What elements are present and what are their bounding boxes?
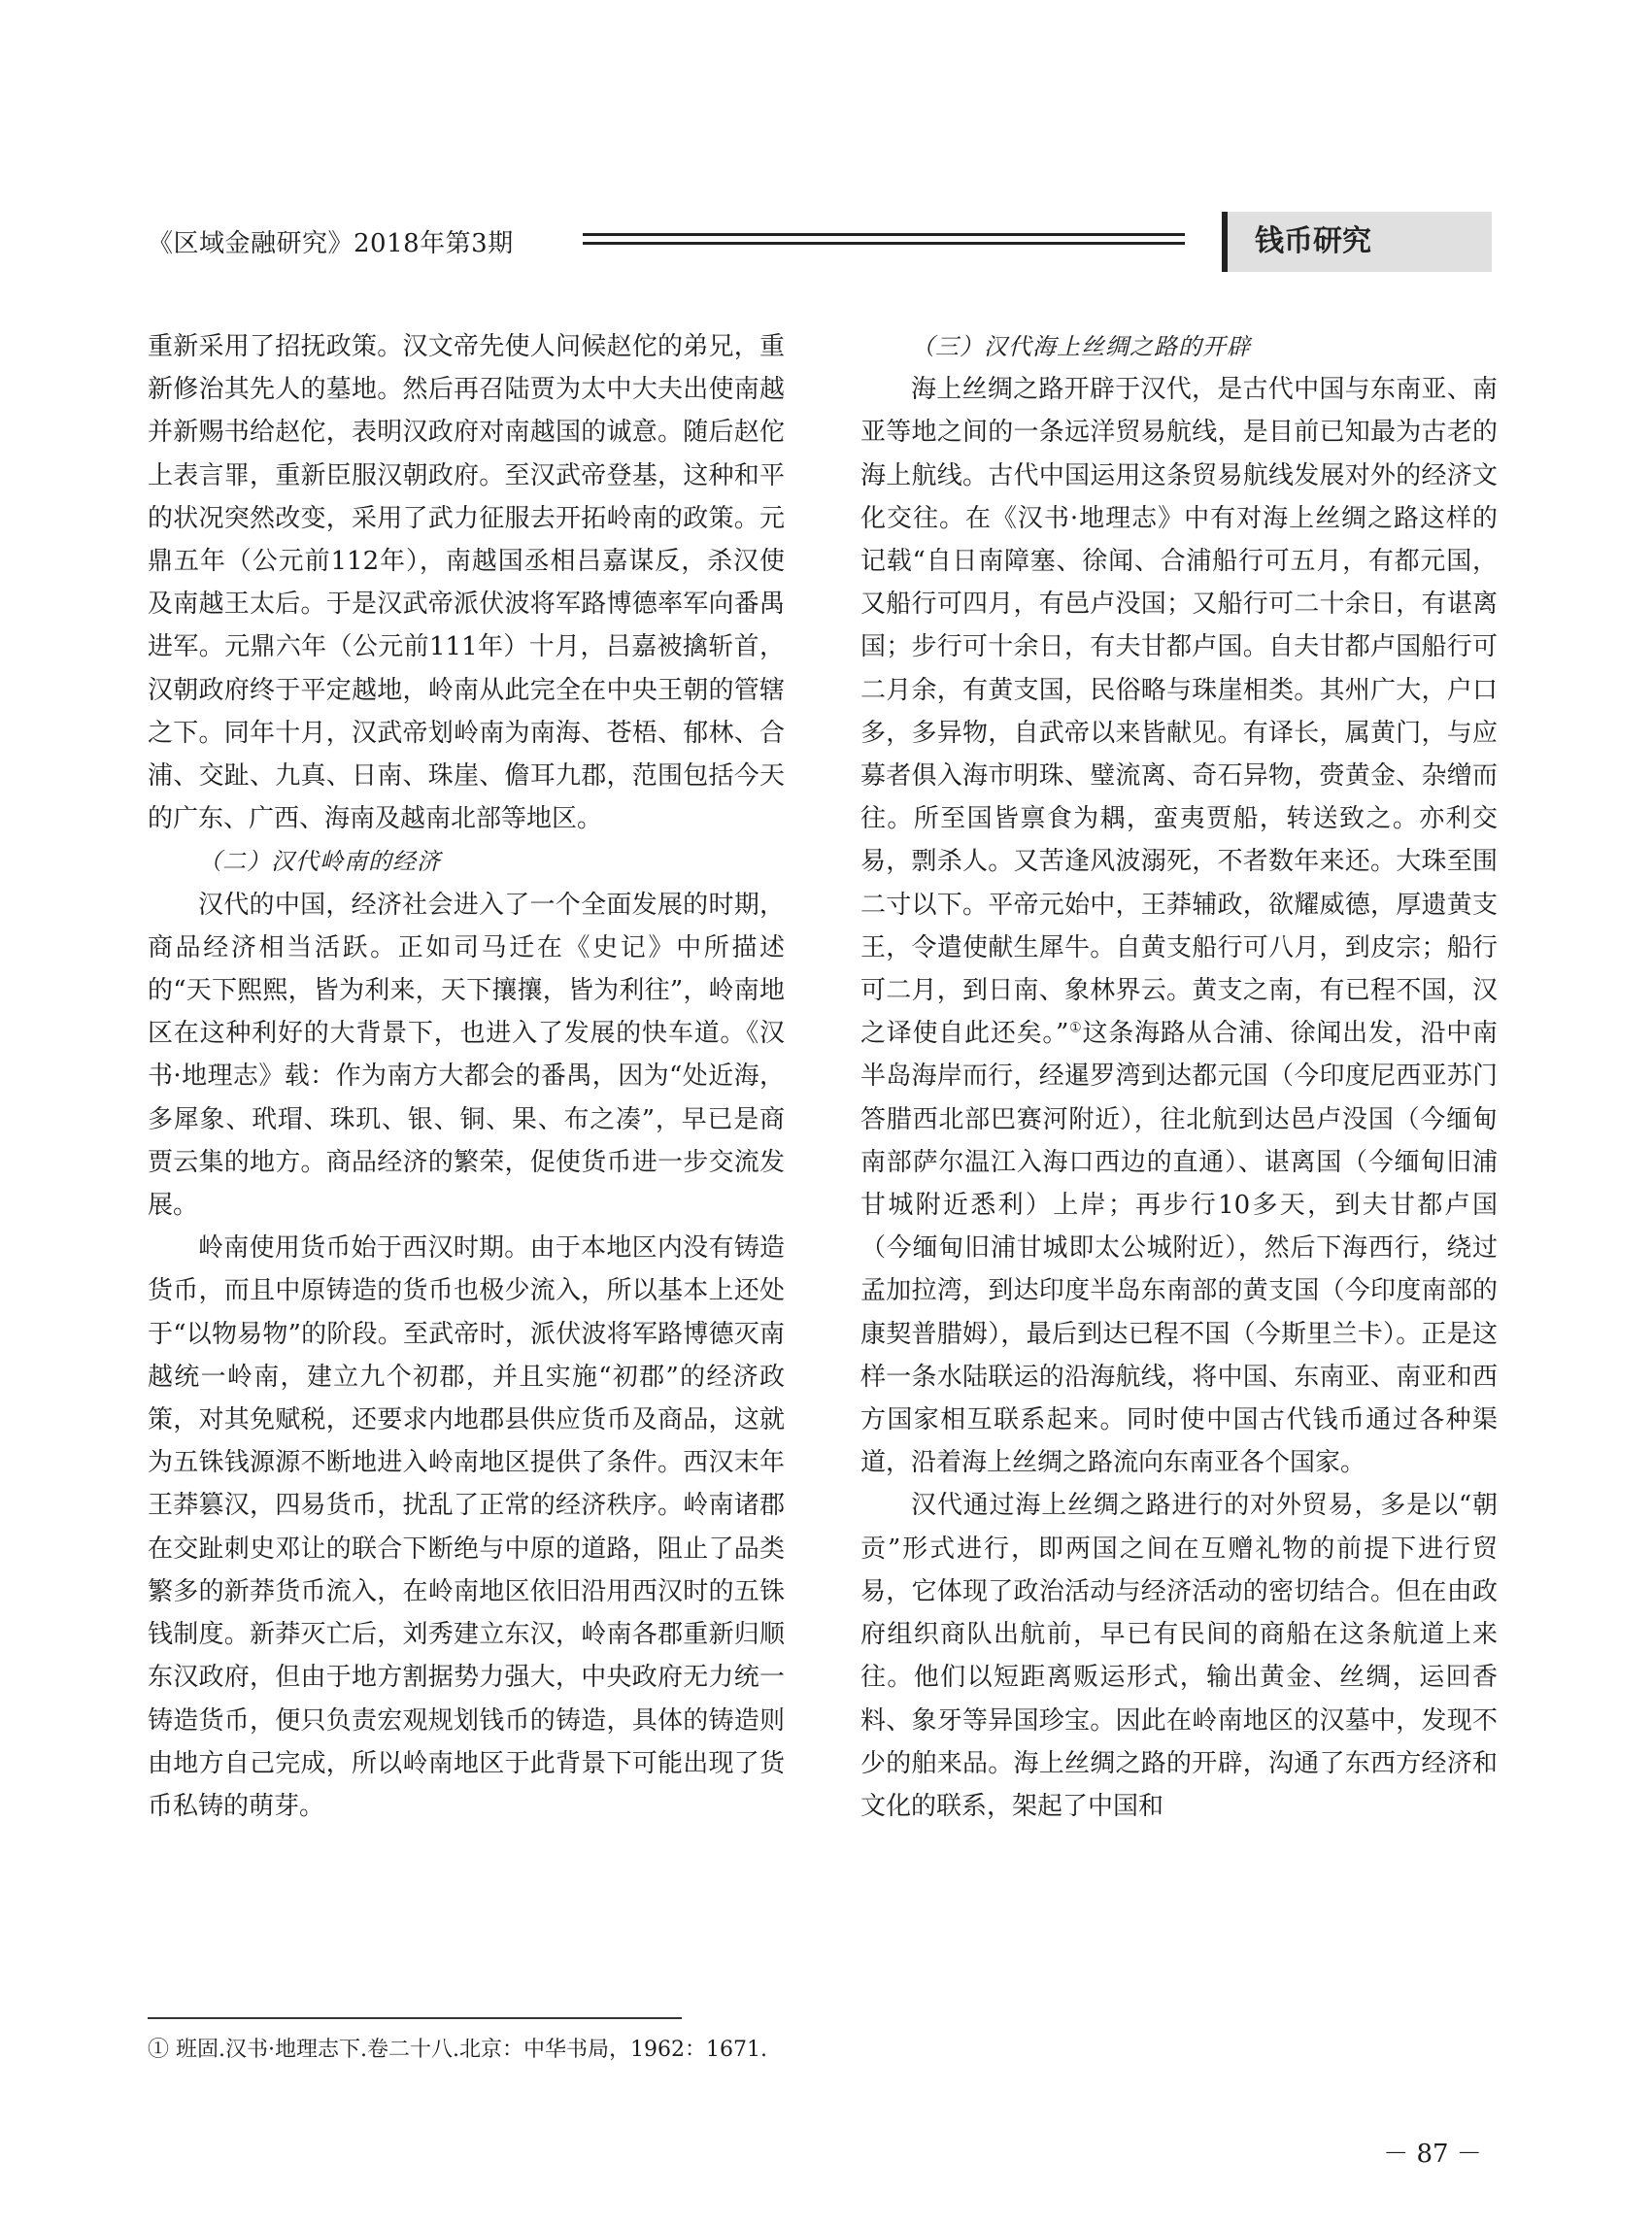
paragraph-text: 这条海路从合浦、徐闻出发，沿中南半岛海岸而行，经暹罗湾到达都元国（今印度尼西亚苏门答腊西北部巴赛河附近），往北航到达邑卢没国（今缅甸南部萨尔温江入海口西边的直通）、谌离国（今缅甸旧浦甘城附近悉利）上岸；再步行10多天，到夫甘都卢国（今缅甸旧浦甘城即太公城附近），然后下海西行，绕过孟加拉湾，到达印度半岛东南部的黄支国（今印度南部的康契普腊姆），最后到达已程不国（今斯里兰卡）。正是这样一条水陆联运的沿海航线，将中国、东南亚、南亚和西方国家相互联系起来。同时使中国古代钱币通过各种渠道，沿着海上丝绸之路流向东南亚各个国家。 (860, 1019, 1498, 1478)
footnote-rule (148, 2017, 682, 2019)
header-rule (583, 233, 1185, 245)
paragraph: 汉代的中国，经济社会进入了一个全面发展的时期，商品经济相当活跃。正如司马迁在《史记》中所描述的“天下熙熙，皆为利来，天下攘攘，皆为利往”，岭南地区在这种利好的大背景下，也进入了发展的快车道。《汉书·地理志》载：作为南方大都会的番禺，因为“处近海，多犀象、玳瑁、珠玑、银、铜、果、布之凑”，早已是商贾云集的地方。商品经济的繁荣，促使货币进一步交流发展。 (148, 890, 785, 1221)
journal-title: 《区域金融研究》2018年第3期 (148, 229, 514, 258)
section-heading: （三）汉代海上丝绸之路的开辟 (911, 333, 1251, 360)
paragraph: 岭南使用货币始于西汉时期。由于本地区内没有铸造货币，而且中原铸造的货币也极少流入，所以基本上还处于“以物易物”的阶段。至武帝时，派伏波将军路博德灭南越统一岭南，建立九个初郡，并且实施“初郡”的经济政策，对其免赋税，还要求内地郡县供应货币及商品，这就为五铢钱源源不断地进入岭南地区提供了条件。西汉末年王莽篡汉，四易货币，扰乱了正常的经济秩序。岭南诸郡在交趾刺史邓让的联合下断绝与中原的道路，阻止了品类繁多的新莽货币流入，在岭南地区依旧沿用西汉时的五铢钱制度。新莽灭亡后，刘秀建立东汉，岭南各郡重新归顺东汉政府，但由于地方割据势力强大，中央政府无力统一铸造货币，便只负责宏观规划钱币的铸造，具体的铸造则由地方自己完成，所以岭南地区于此背景下可能出现了货币私铸的萌芽。 (148, 1233, 785, 1821)
right-column (860, 325, 1498, 1828)
paragraph: 重新采用了招抚政策。汉文帝先使人问候赵佗的弟兄，重新修治其先人的墓地。然后再召陆贾为太中大夫出使南越并新赐书给赵佗，表明汉政府对南越国的诚意。随后赵佗上表言罪，重新臣服汉朝政府。至汉武帝登基，这种和平的状况突然改变，采用了武力征服去开拓岭南的政策。元鼎五年（公元前112年），南越国丞相吕嘉谋反，杀汉使及南越王太后。于是汉武帝派伏波将军路博德率军向番禺进军。元鼎六年（公元前111年）十月，吕嘉被擒斩首，汉朝政府终于平定越地，岭南从此完全在中央王朝的管辖之下。同年十月，汉武帝划岭南为南海、苍梧、郁林、合浦、交趾、九真、日南、珠崖、儋耳九郡，范围包括今天的广东、广西、海南及越南北部等地区。 (148, 332, 785, 834)
page-number: － 87 － (1383, 2140, 1482, 2169)
section-heading: （二）汉代岭南的经济 (198, 848, 441, 876)
left-column (148, 325, 785, 1828)
footnote-marker[interactable]: ① (1068, 1020, 1083, 1036)
paragraph-text: 海上丝绸之路开辟于汉代，是古代中国与东南亚、南亚等地之间的一条远洋贸易航线，是目前已知最为古老的海上航线。古代中国运用这条贸易航线发展对外的经济文化交往。在《汉书·地理志》中有对海上丝绸之路这样的记载“自日南障塞、徐闻、合浦船行可五月，有都元国，又船行可四月，有邑卢没国；又船行可二十余日，有谌离国；步行可十余日，有夫甘都卢国。自夫甘都卢国船行可二月余，有黄支国，民俗略与珠崖相类。其州广大，户口多，多异物，自武帝以来皆献见。有译长，属黄门，与应募者俱入海市明珠、璧流离、奇石异物，赍黄金、杂缯而往。所至国皆禀食为耦，蛮夷贾船，转送致之。亦利交易，剽杀人。又苦逢风波溺死，不者数年来还。大珠至围二寸以下。平帝元始中，王莽辅政，欲耀威德，厚遗黄支王，令遣使献生犀牛。自黄支船行可八月，到皮宗；船行可二月，到日南、象林界云。黄支之南，有已程不国，汉之译使自此还矣。” (860, 375, 1498, 1049)
footnote: ① 班固.汉书·地理志下.卷二十八.北京：中华书局，1962：1671. (148, 2038, 767, 2062)
section-badge: 钱币研究 (1222, 212, 1492, 272)
paragraph (860, 368, 1498, 1484)
paragraph: 汉代通过海上丝绸之路进行的对外贸易，多是以“朝贡”形式进行，即两国之间在互赠礼物的前提下进行贸易，它体现了政治活动与经济活动的密切结合。但在由政府组织商队出航前，早已有民间的商船在这条航道上来往。他们以短距离贩运形式，输出黄金、丝绸，运回香料、象牙等异国珍宝。因此在岭南地区的汉墓中，发现不少的舶来品。海上丝绸之路的开辟，沟通了东西方经济和文化的联系，架起了中国和 (860, 1491, 1498, 1821)
